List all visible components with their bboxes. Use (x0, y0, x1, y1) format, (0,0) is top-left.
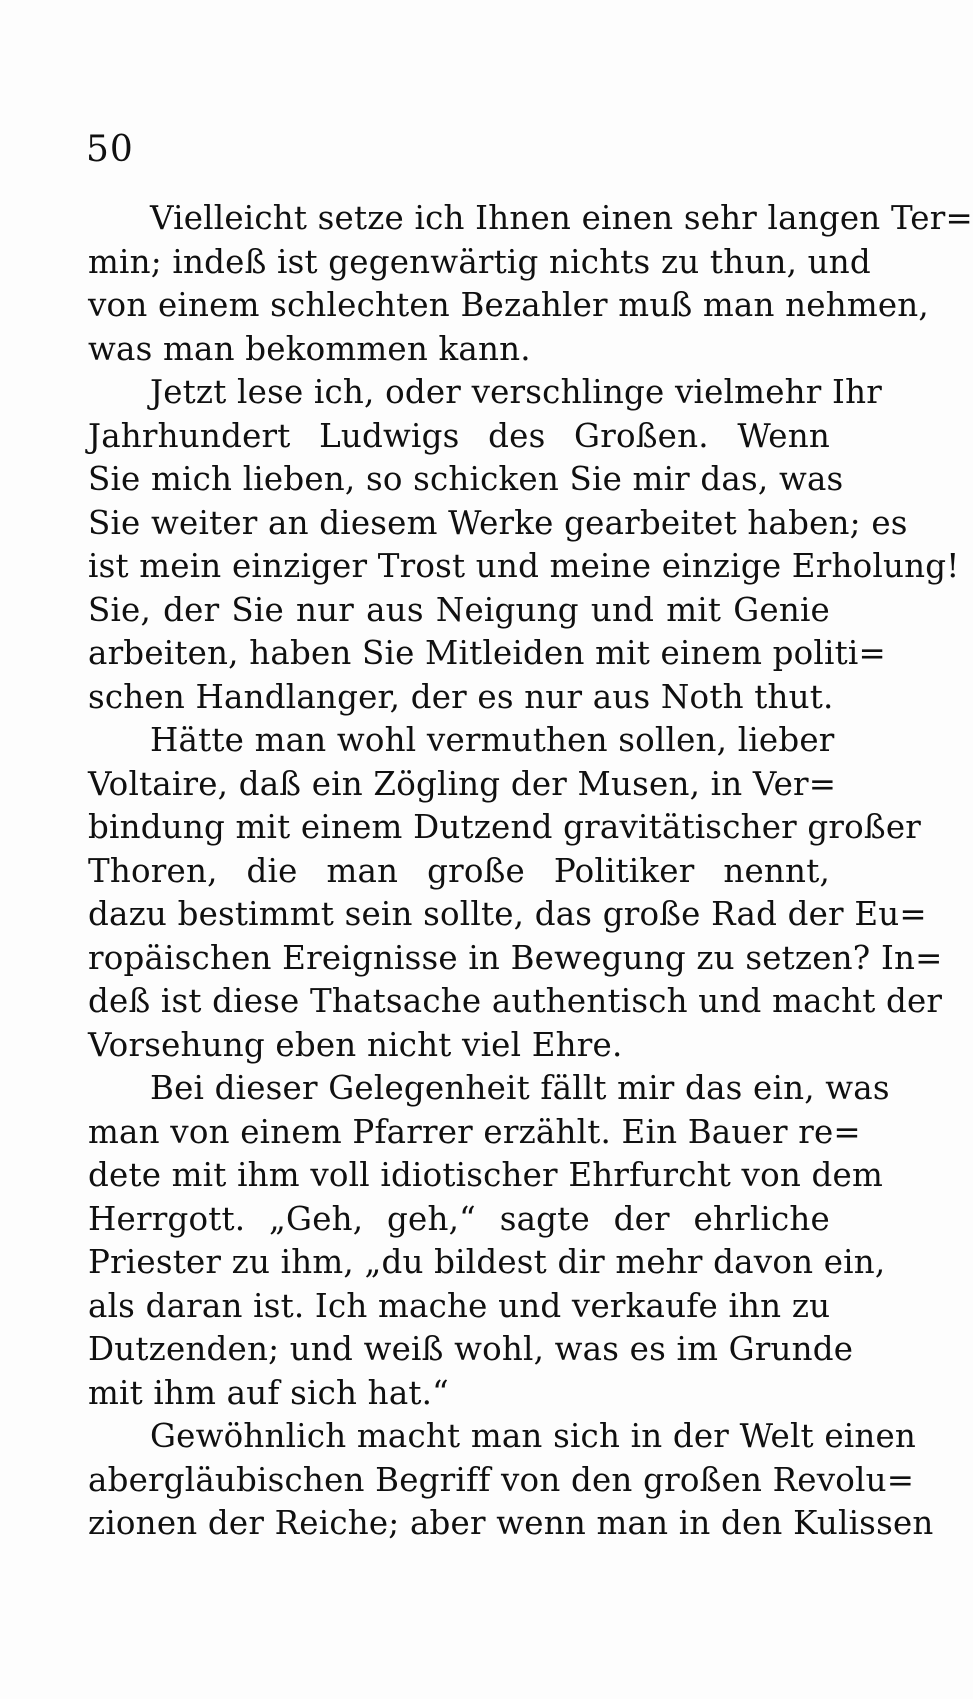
text-line: Priester zu ihm, „du bildest dir mehr davon ein, (88, 1243, 886, 1281)
text-line: Herrgott. „Geh, geh,“ sagte der ehrliche (88, 1199, 830, 1238)
paragraph-1 (88, 197, 973, 371)
paragraph-5 (88, 1415, 934, 1546)
text-line: man von einem Pfarrer erzählt. Ein Bauer re= (88, 1112, 861, 1151)
text-line: Jahrhundert Ludwigs des Großen. Wenn (88, 416, 830, 455)
text-line: Voltaire, daß ein Zögling der Musen, in Ver= (88, 764, 837, 803)
text-line: Vorsehung eben nicht viel Ehre. (88, 1025, 623, 1064)
text-line: von einem schlechten Bezahler muß man nehmen, (88, 286, 929, 324)
text-line: was man bekommen kann. (88, 329, 531, 368)
text-line: schen Handlanger, der es nur aus Noth thut. (88, 677, 834, 716)
text-line: abergläubischen Begriff von den großen Revolu= (88, 1460, 915, 1499)
text-line: Vielleicht setze ich Ihnen einen sehr langen Ter= (150, 199, 973, 237)
paragraph-4 (88, 1067, 890, 1415)
text-line: ist mein einziger Trost und meine einzige Erholung! (88, 547, 960, 585)
text-line: als daran ist. Ich mache und verkaufe ihn zu (88, 1286, 831, 1325)
text-line: mit ihm auf sich hat.“ (88, 1373, 449, 1412)
text-line: Dutzenden; und weiß wohl, was es im Grunde (88, 1330, 854, 1368)
text-line: deß ist diese Thatsache authentisch und macht der (88, 982, 943, 1020)
text-line: Thoren, die man große Politiker nennt, (88, 851, 830, 890)
body-text (88, 197, 973, 1546)
paragraph-2 (88, 371, 960, 719)
text-line: ropäischen Ereignisse in Bewegung zu setzen? In= (88, 938, 943, 977)
text-line: Hätte man wohl vermuthen sollen, lieber (150, 721, 835, 759)
text-line: zionen der Reiche; aber wenn man in den Kulissen (88, 1504, 934, 1542)
text-line: dete mit ihm voll idiotischer Ehrfurcht von dem (88, 1156, 883, 1194)
text-line: bindung mit einem Dutzend gravitätischer großer (88, 808, 922, 846)
page-number: 50 (86, 129, 134, 170)
text-line: Sie mich lieben, so schicken Sie mir das, was (88, 460, 844, 498)
text-line: Sie, der Sie nur aus Neigung und mit Genie (88, 590, 830, 629)
text-line: min; indeß ist gegenwärtig nichts zu thun, und (88, 242, 871, 281)
text-line: Sie weiter an diesem Werke gearbeitet haben; es (88, 503, 908, 542)
text-line: Bei dieser Gelegenheit fällt mir das ein, was (150, 1069, 890, 1107)
paragraph-3 (88, 719, 943, 1067)
text-line: arbeiten, haben Sie Mitleiden mit einem politi= (88, 634, 886, 672)
text-line: Gewöhnlich macht man sich in der Welt einen (150, 1417, 917, 1455)
text-line: Jetzt lese ich, oder verschlinge vielmehr Ihr (150, 373, 882, 411)
text-line: dazu bestimmt sein sollte, das große Rad der Eu= (88, 895, 927, 933)
